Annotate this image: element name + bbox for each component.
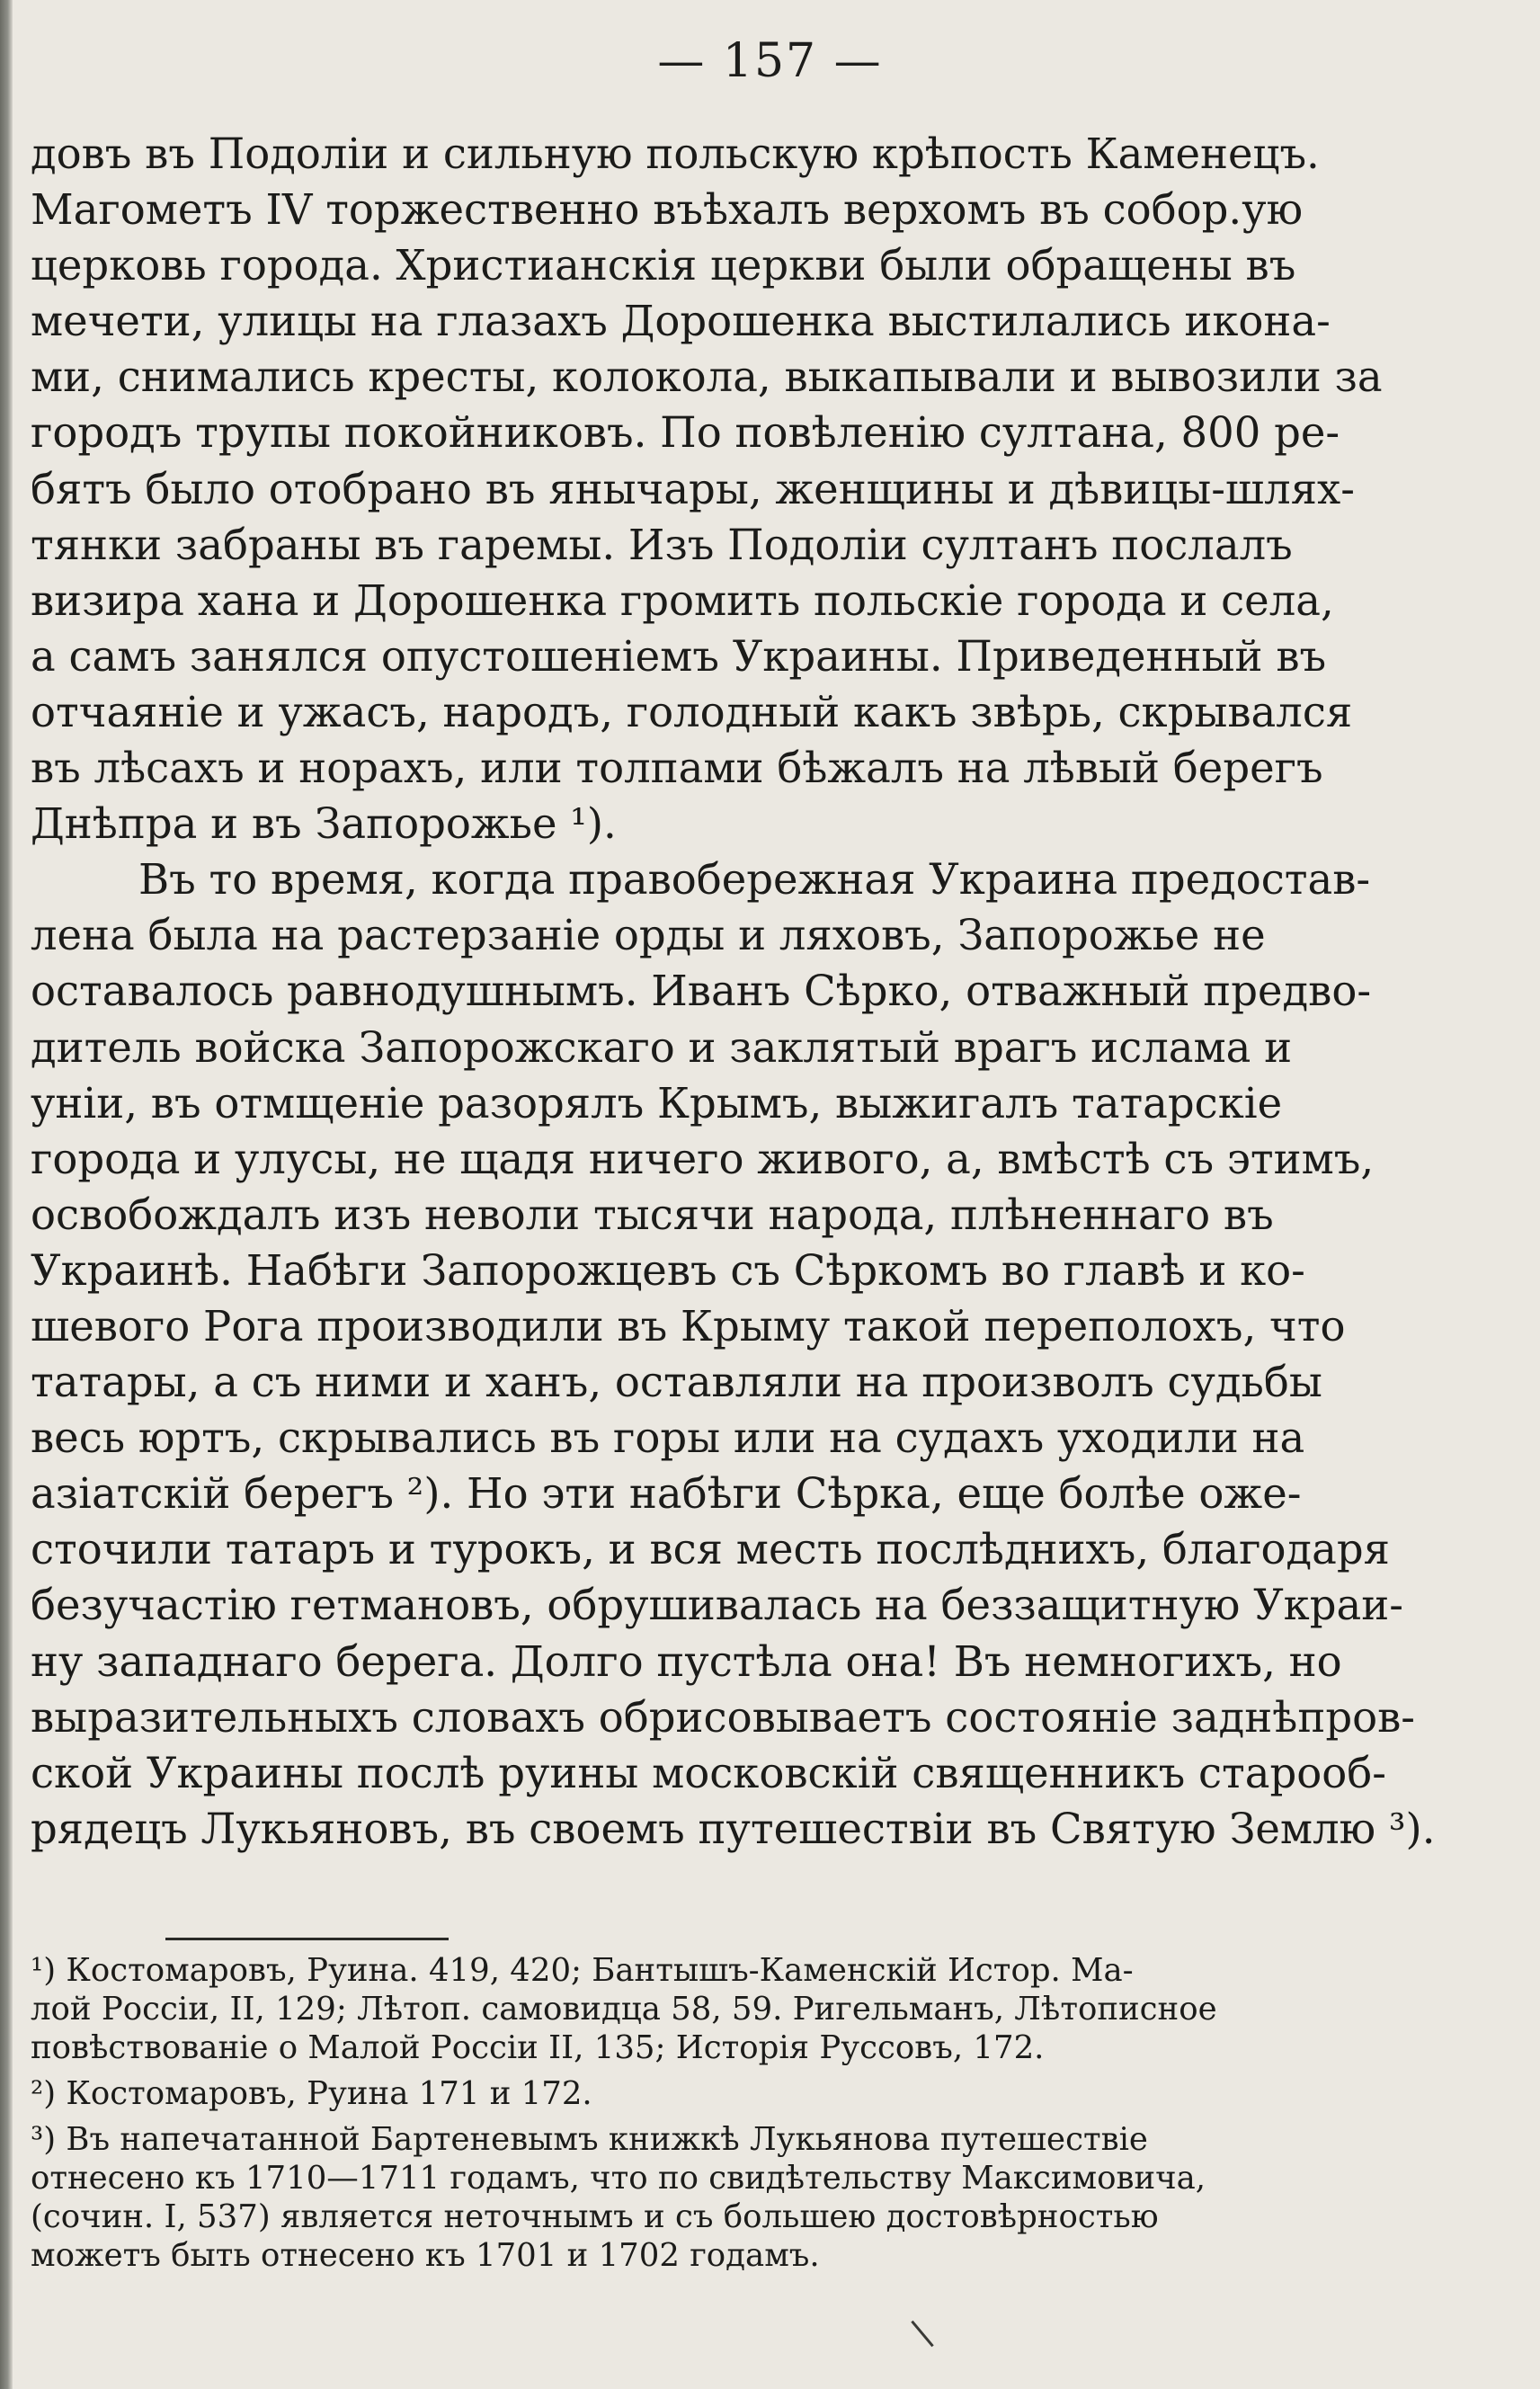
text-line: лена была на растерзаніе орды и ляховъ, Запорожье не	[31, 911, 1266, 960]
footnote-line: отнесено къ 1710—1711 годамъ, что по свидѣтельству Максимовича,	[31, 2160, 1206, 2197]
footnote-line: повѣствованіе о Малой Россіи II, 135; Исторія Руссовъ, 172.	[31, 2029, 1045, 2066]
text-line: ми, снимались кресты, колокола, выкапывали и вывозили за	[31, 352, 1383, 402]
footnote-line: ²) Костомаровъ, Руина 171 и 172.	[31, 2075, 592, 2112]
footnote-line: ³) Въ напечатанной Бартеневымъ книжкѣ Лукьянова путешествіе	[31, 2121, 1148, 2158]
text-line: визира хана и Дорошенка громить польскіе города и села,	[31, 575, 1334, 625]
text-line: города и улусы, не щадя ничего живого, а, вмѣстѣ съ этимъ,	[31, 1134, 1375, 1183]
text-line: церковь города. Христианскія церкви были обращены въ	[31, 241, 1296, 290]
footnote-line: ¹) Костомаровъ, Руина. 419, 420; Бантышъ-Каменскій Истор. Ма-	[31, 1952, 1134, 1989]
text-line: а самъ занялся опустошеніемъ Украины. Приведенный въ	[31, 631, 1327, 681]
text-line: отчаяніе и ужасъ, народъ, голодный какъ звѣрь, скрывался	[31, 687, 1353, 736]
text-line: весь юртъ, скрывались въ горы или на судахъ уходили на	[31, 1413, 1305, 1463]
text-line: азіатскій берегъ ²). Но эти набѣги Сѣрка, еще болѣе оже-	[31, 1469, 1302, 1519]
text-line: тянки забраны въ гаремы. Изъ Подоліи султанъ послалъ	[31, 520, 1293, 569]
text-line: довъ въ Подоліи и сильную польскую крѣпость Каменецъ.	[31, 129, 1320, 178]
text-line: рядецъ Лукьяновъ, въ своемъ путешествіи въ Святую Землю ³).	[31, 1804, 1436, 1853]
text-line: ну западнаго берега. Долго пустѣла она! Въ немногихъ, но	[31, 1636, 1342, 1686]
text-line: городъ трупы покойниковъ. По повѣленію султана, 800 ре-	[31, 408, 1340, 458]
text-line: бятъ было отобрано въ янычары, женщины и дѣвицы-шлях-	[31, 464, 1355, 513]
footnote-line: можетъ быть отнесено къ 1701 и 1702 годамъ.	[31, 2237, 820, 2274]
page-number: — 157 —	[657, 34, 883, 88]
footnote-line: (сочин. I, 537) является неточнымъ и съ большею достовѣрностью	[31, 2198, 1159, 2235]
text-line: ской Украины послѣ руины московскій священникъ старооб-	[31, 1748, 1386, 1797]
text-line: выразительныхъ словахъ обрисовываетъ состояніе заднѣпров-	[31, 1692, 1415, 1742]
text-line: Магометъ IV торжественно въѣхалъ верхомъ въ собор.ую	[31, 185, 1304, 235]
text-line: въ лѣсахъ и норахъ, или толпами бѣжалъ на лѣвый берегъ	[31, 744, 1323, 793]
text-line: татары, а съ ними и ханъ, оставляли на произволъ судьбы	[31, 1358, 1322, 1407]
page-binding-edge	[0, 0, 13, 2389]
text-line: освобождалъ изъ неволи тысячи народа, плѣненнаго въ	[31, 1190, 1274, 1239]
text-line: безучастію гетмановъ, обрушивалась на беззащитную Украи-	[31, 1581, 1403, 1630]
text-line: Днѣпра и въ Запорожье ¹).	[31, 799, 617, 849]
footnote	[31, 2120, 1480, 2275]
text-line: Украинѣ. Набѣги Запорожцевъ съ Сѣркомъ во главѣ и ко-	[31, 1245, 1305, 1295]
text-line: шевого Рога производили въ Крыму такой переполохъ, что	[31, 1301, 1346, 1350]
stray-pen-mark	[911, 2321, 933, 2348]
text-line: Въ то время, когда правобережная Украина предостав-	[138, 855, 1371, 905]
footnotes	[31, 1951, 1480, 2275]
footnote	[31, 1951, 1480, 2067]
footnote	[31, 2074, 1480, 2113]
footnote-line: лой Россіи, II, 129; Лѣтоп. самовидца 58, 59. Ригельманъ, Лѣтописное	[31, 1991, 1217, 2028]
text-line: дитель войска Запорожскаго и заклятый врагъ ислама и	[31, 1022, 1293, 1072]
footnote-divider	[165, 1938, 449, 1940]
main-text	[31, 126, 1480, 1857]
text-line: сточили татаръ и турокъ, и вся месть послѣднихъ, благодаря	[31, 1525, 1390, 1574]
text-line: оставалось равнодушнымъ. Иванъ Сѣрко, отважный предво-	[31, 967, 1372, 1016]
text-line: мечети, улицы на глазахъ Дорошенка выстилались икона-	[31, 297, 1331, 346]
text-line: уніи, въ отмщеніе разорялъ Крымъ, выжигалъ татарскіе	[31, 1078, 1283, 1128]
